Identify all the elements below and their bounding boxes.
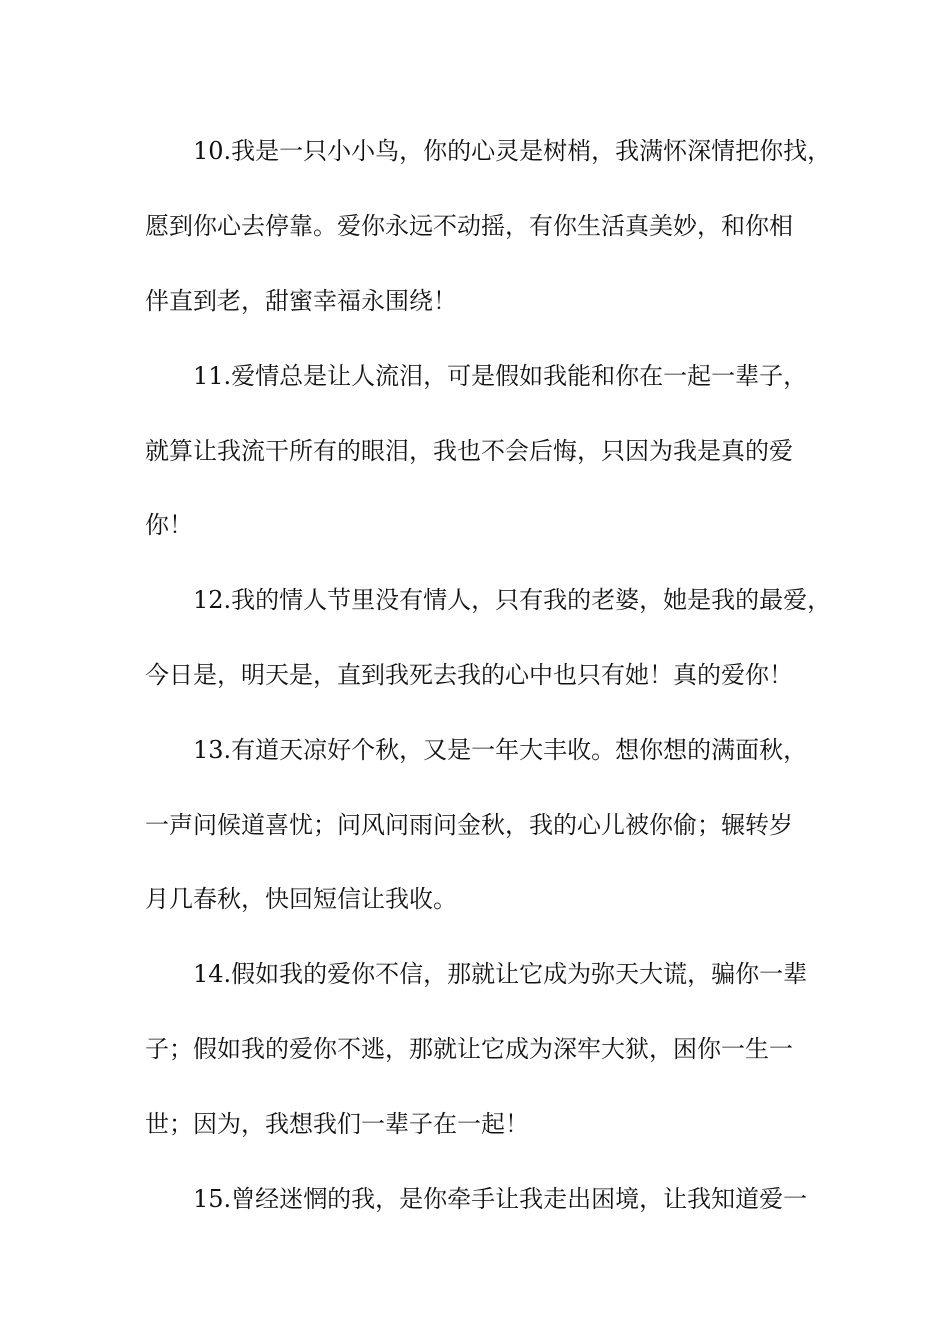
paragraph-11-line-3: 你！ [145,511,193,539]
paragraph-14-line-3: 世；因为，我想我们一辈子在一起！ [145,1110,529,1138]
paragraph-11-line-2: 就算让我流干所有的眼泪，我也不会后悔，只因为我是真的爱 [145,437,793,465]
paragraph-14-line-1: 14.假如我的爱你不信，那就让它成为弥天大谎，骗你一辈 [193,960,808,988]
paragraph-10-line-3: 伴直到老，甜蜜幸福永围绕！ [145,287,457,315]
paragraph-10-line-2: 愿到你心去停靠。爱你永远不动摇，有你生活真美妙，和你相 [145,212,793,240]
paragraph-12-line-1: 12.我的情人节里没有情人，只有我的老婆，她是我的最爱， [193,586,832,614]
paragraph-14-line-2: 子；假如我的爱你不逃，那就让它成为深牢大狱，困你一生一 [145,1035,793,1063]
paragraph-11-line-1: 11.爱情总是让人流泪，可是假如我能和你在一起一辈子， [193,362,808,390]
paragraph-13-line-1: 13.有道天凉好个秋，又是一年大丰收。想你想的满面秋， [193,736,808,764]
paragraph-13-line-2: 一声问候道喜忧；问风问雨问金秋，我的心儿被你偷；辗转岁 [145,811,793,839]
paragraph-10-line-1: 10.我是一只小小鸟，你的心灵是树梢，我满怀深情把你找， [193,137,832,165]
paragraph-15-line-1: 15.曾经迷惘的我，是你牵手让我走出困境，让我知道爱一 [193,1185,808,1213]
paragraph-12-line-2: 今日是，明天是，直到我死去我的心中也只有她！真的爱你！ [145,661,793,689]
paragraph-13-line-3: 月几春秋，快回短信让我收。 [145,885,457,913]
